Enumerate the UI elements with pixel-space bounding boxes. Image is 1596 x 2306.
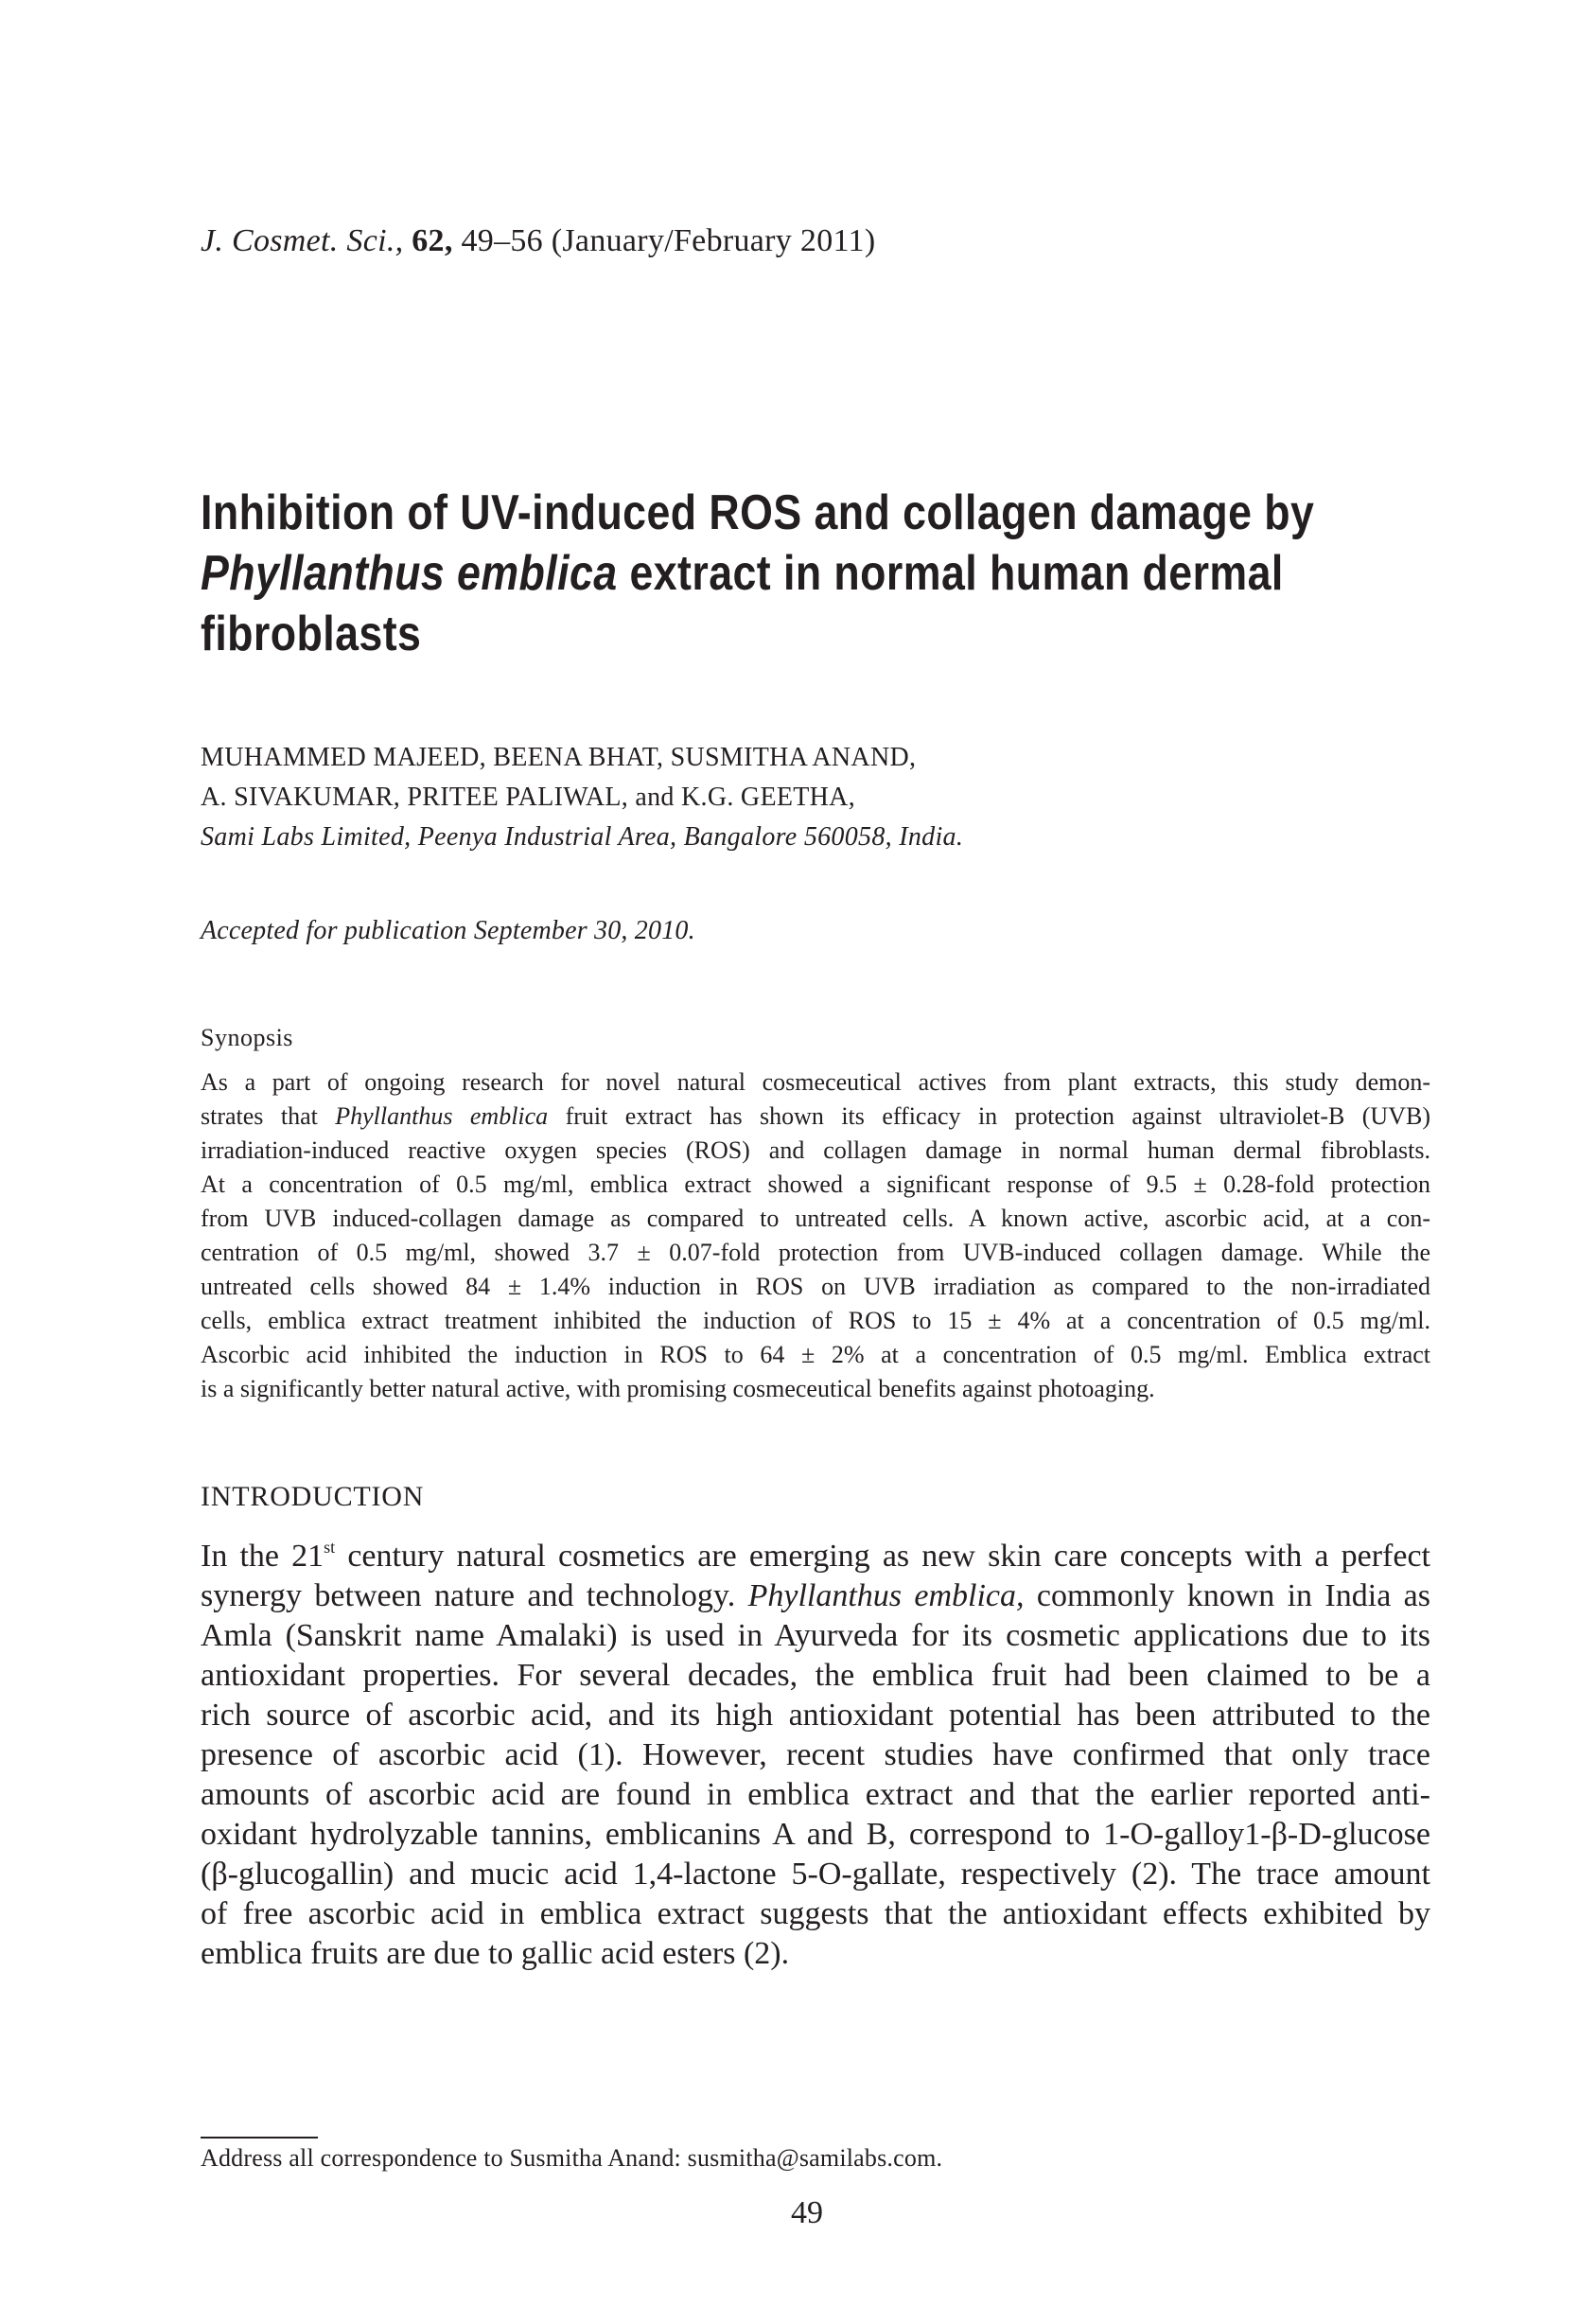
intro-text: century natural cosmetics are emerging as new skin care concepts with a perfect — [335, 1539, 1431, 1574]
synopsis-line: Ascorbic acid inhibited the induction in ROS to 64 ± 2% at a concentration of 0.5 mg/ml. Emblica extract — [201, 1341, 1430, 1368]
ordinal-superscript: st — [324, 1538, 336, 1557]
intro-line: amounts of ascorbic acid are found in emblica extract and that the earlier reported anti- — [201, 1777, 1430, 1812]
synopsis-heading: Synopsis — [201, 1024, 293, 1051]
synopsis-line: As a part of ongoing research for novel natural cosmeceutical actives from plant extracts, this study demon- — [201, 1068, 1430, 1096]
synopsis-text: strates that — [201, 1102, 336, 1130]
correspondence-footnote: Address all correspondence to Susmitha Anand: susmitha@samilabs.com. — [201, 2144, 943, 2172]
intro-text: commonly known in India as — [1024, 1578, 1430, 1613]
synopsis-line: cells, emblica extract treatment inhibited the induction of ROS to 15 ± 4% at a concentration of 0.5 mg/ml. — [201, 1307, 1430, 1334]
intro-text: synergy between nature and technology. — [201, 1578, 748, 1613]
journal-pages-date: 49–56 (January/February 2011) — [461, 223, 876, 258]
synopsis-line: centration of 0.5 mg/ml, showed 3.7 ± 0.07-fold protection from UVB-induced collagen damage. While the — [201, 1239, 1430, 1266]
title-line-2 — [201, 543, 1284, 604]
introduction-body — [201, 1537, 1430, 1974]
intro-text: In the 21 — [201, 1539, 324, 1574]
intro-species-name: Phyllanthus emblica, — [747, 1578, 1025, 1613]
intro-line: oxidant hydrolyzable tannins, emblicanins A and B, correspond to 1-O-galloy1-β-D-glucose — [201, 1817, 1430, 1852]
title-line-2-rest: extract in normal human dermal — [617, 546, 1284, 601]
title-line-1: Inhibition of UV-induced ROS and collagen damage by — [201, 485, 1315, 540]
journal-reference — [201, 223, 875, 259]
intro-line: (β-glucogallin) and mucic acid 1,4-lactone 5-O-gallate, respectively (2). The trace amount — [201, 1857, 1430, 1892]
introduction-heading: INTRODUCTION — [201, 1481, 425, 1512]
synopsis-line — [201, 1100, 1430, 1134]
intro-line — [201, 1576, 1430, 1616]
intro-line: of free ascorbic acid in emblica extract suggests that the antioxidant effects exhibited by — [201, 1896, 1430, 1931]
synopsis-line: from UVB induced-collagen damage as compared to untreated cells. A known active, ascorbic acid, at a con- — [201, 1205, 1430, 1232]
synopsis-line: irradiation-induced reactive oxygen species (ROS) and collagen damage in normal human dermal fibroblasts. — [201, 1136, 1430, 1164]
synopsis-line: At a concentration of 0.5 mg/ml, emblica extract showed a significant response of 9.5 ± 0.28-fold protection — [201, 1171, 1430, 1198]
synopsis-species-name: Phyllanthus emblica — [335, 1102, 549, 1130]
intro-line — [201, 1537, 1430, 1576]
synopsis-body — [201, 1065, 1430, 1406]
footnote-divider — [201, 2137, 318, 2139]
synopsis-line: untreated cells showed 84 ± 1.4% induction in ROS on UVB irradiation as compared to the non-irradiated — [201, 1273, 1430, 1300]
intro-line: presence of ascorbic acid (1). However, recent studies have confirmed that only trace — [201, 1737, 1430, 1772]
accepted-date: Accepted for publication September 30, 2010. — [201, 916, 695, 945]
author-block — [201, 738, 963, 857]
intro-line: emblica fruits are due to gallic acid esters (2). — [201, 1936, 790, 1971]
synopsis-line: is a significantly better natural active, with promising cosmeceutical benefits against photoaging. — [201, 1375, 1155, 1402]
synopsis-text: fruit extract has shown its efficacy in protection against ultraviolet-B (UVB) — [548, 1102, 1430, 1130]
journal-name: J. Cosmet. Sci., — [201, 223, 404, 258]
intro-line: rich source of ascorbic acid, and its high antioxidant potential has been attributed to the — [201, 1698, 1430, 1733]
journal-volume: 62, — [412, 223, 453, 258]
title-species-name: Phyllanthus emblica — [201, 546, 618, 601]
title-line-3: fibroblasts — [201, 607, 422, 661]
authors-line-1: MUHAMMED MAJEED, BEENA BHAT, SUSMITHA ANAND, — [201, 743, 917, 772]
article-title — [201, 483, 1315, 664]
page-number: 49 — [791, 2195, 823, 2230]
intro-line: antioxidant properties. For several decades, the emblica fruit had been claimed to be a — [201, 1658, 1430, 1693]
affiliation: Sami Labs Limited, Peenya Industrial Area, Bangalore 560058, India. — [201, 822, 964, 852]
authors-line-2: A. SIVAKUMAR, PRITEE PALIWAL, and K.G. GEETHA, — [201, 783, 856, 812]
intro-line: Amla (Sanskrit name Amalaki) is used in Ayurveda for its cosmetic applications due to its — [201, 1618, 1430, 1653]
